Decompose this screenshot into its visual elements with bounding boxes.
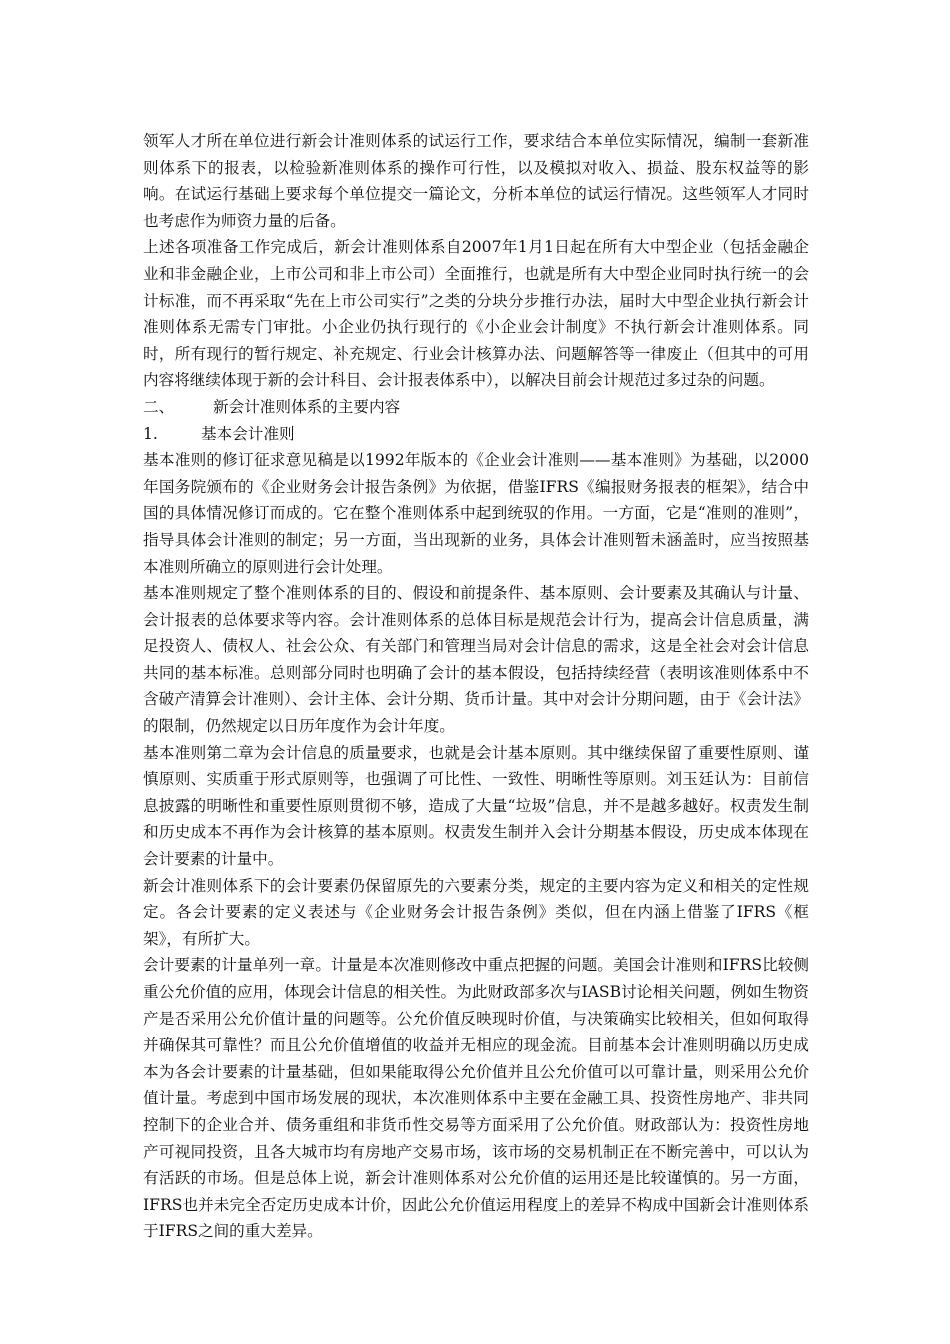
paragraph-trial-run: 领军人才所在单位进行新会计准则体系的试运行工作，要求结合本单位实际情况，编制一套新准则体系下的报表，以检验新准则体系的操作可行性，以及模拟对收入、损益、股东权益等的影响。在试运行基础上要求每个单位提交一篇论文，分析本单位的试运行情况。这些领军人才同时也考虑作为师资力量的后备。 xyxy=(143,132,809,230)
paragraph-accounting-elements: 新会计准则体系下的会计要素仍保留原先的六要素分类，规定的主要内容为定义和相关的定性规定。各会计要素的定义表述与《企业财务会计报告条例》类似，但在内涵上借鉴了IFRS《框架》，有所扩大。 xyxy=(143,876,809,948)
section-title: 新会计准则体系的主要内容 xyxy=(213,397,401,416)
paragraph-basic-standard-origin: 基本准则的修订征求意见稿是以1992年版本的《企业会计准则——基本准则》为基础，以2000年国务院颁布的《企业财务会计报告条例》为依据，借鉴IFRS《编报财务报表的框架》，结合中国的具体情况修订而成的。它在整个准则体系中起到统驭的作用。一方面，它是“准则的准则”，指导具体会计准则的制定；另一方面，当出现新的业务，具体会计准则暂未涵盖时，应当按照基本准则所确立的原则进行会计处理。 xyxy=(143,451,809,576)
section-heading xyxy=(143,394,809,421)
section-number: 二、 xyxy=(143,397,175,416)
subsection-number: 1. xyxy=(143,424,158,443)
subsection-heading xyxy=(143,421,809,448)
paragraph-implementation: 上述各项准备工作完成后，新会计准则体系自2007年1月1日起在所有大中型企业（包括金融企业和非金融企业，上市公司和非上市公司）全面推行，也就是所有大中型企业同时执行统一的会计标准，而不再采取“先在上市公司实行”之类的分块分步推行办法，届时大中型企业执行新会计准则体系无需专门审批。小企业仍执行现行的《小企业会计制度》不执行新会计准则体系。同时，所有现行的暂行规定、补充规定、行业会计核算办法、问题解答等一律废止（但其中的可用内容将继续体现于新的会计科目、会计报表体系中），以解决目前会计规范过多过杂的问题。 xyxy=(143,238,809,390)
paragraph-basic-standard-scope: 基本准则规定了整个准则体系的目的、假设和前提条件、基本原则、会计要素及其确认与计量、会计报表的总体要求等内容。会计准则体系的总体目标是规范会计行为，提高会计信息质量，满足投资人、债权人、社会公众、有关部门和管理当局对会计信息的需求，这是全社会对会计信息共同的基本标准。总则部分同时也明确了会计的基本假设，包括持续经营（表明该准则体系中不含破产清算会计准则）、会计主体、会计分期、货币计量。其中对会计分期问题，由于《会计法》的限制，仍然规定以日历年度作为会计年度。 xyxy=(143,584,809,736)
paragraph-measurement: 会计要素的计量单列一章。计量是本次准则修改中重点把握的问题。美国会计准则和IFRS比较侧重公允价值的应用，体现会计信息的相关性。为此财政部多次与IASB讨论相关问题，例如生物资产是否采用公允价值计量的问题等。公允价值反映现时价值，与决策确实比较相关，但如何取得并确保其可靠性？而且公允价值增值的收益并无相应的现金流。目前基本会计准则明确以历史成本为各会计要素的计量基础，但如果能取得公允价值并且公允价值可以可靠计量，则采用公允价值计量。考虑到中国市场发展的现状，本次准则体系中主要在金融工具、投资性房地产、非共同控制下的企业合并、债务重组和非货币性交易等方面采用了公允价值。财政部认为：投资性房地产可视同投资，且各大城市均有房地产交易市场，该市场的交易机制正在不断完善中，可以认为有活跃的市场。但是总体上说，新会计准则体系对公允价值的运用还是比较谨慎的。另一方面，IFRS也并未完全否定历史成本计价，因此公允价值运用程度上的差异不构成中国新会计准则体系于IFRS之间的重大差异。 xyxy=(143,956,809,1241)
document-body xyxy=(143,128,809,1245)
subsection-title: 基本会计准则 xyxy=(201,424,295,443)
paragraph-quality-requirements: 基本准则第二章为会计信息的质量要求，也就是会计基本原则。其中继续保留了重要性原则、谨慎原则、实质重于形式原则等，也强调了可比性、一致性、明晰性等原则。刘玉廷认为：目前信息披露的明晰性和重要性原则贯彻不够，造成了大量“垃圾”信息，并不是越多越好。权责发生制和历史成本不再作为会计核算的基本原则。权责发生制并入会计分期基本假设，历史成本体现在会计要素的计量中。 xyxy=(143,743,809,869)
